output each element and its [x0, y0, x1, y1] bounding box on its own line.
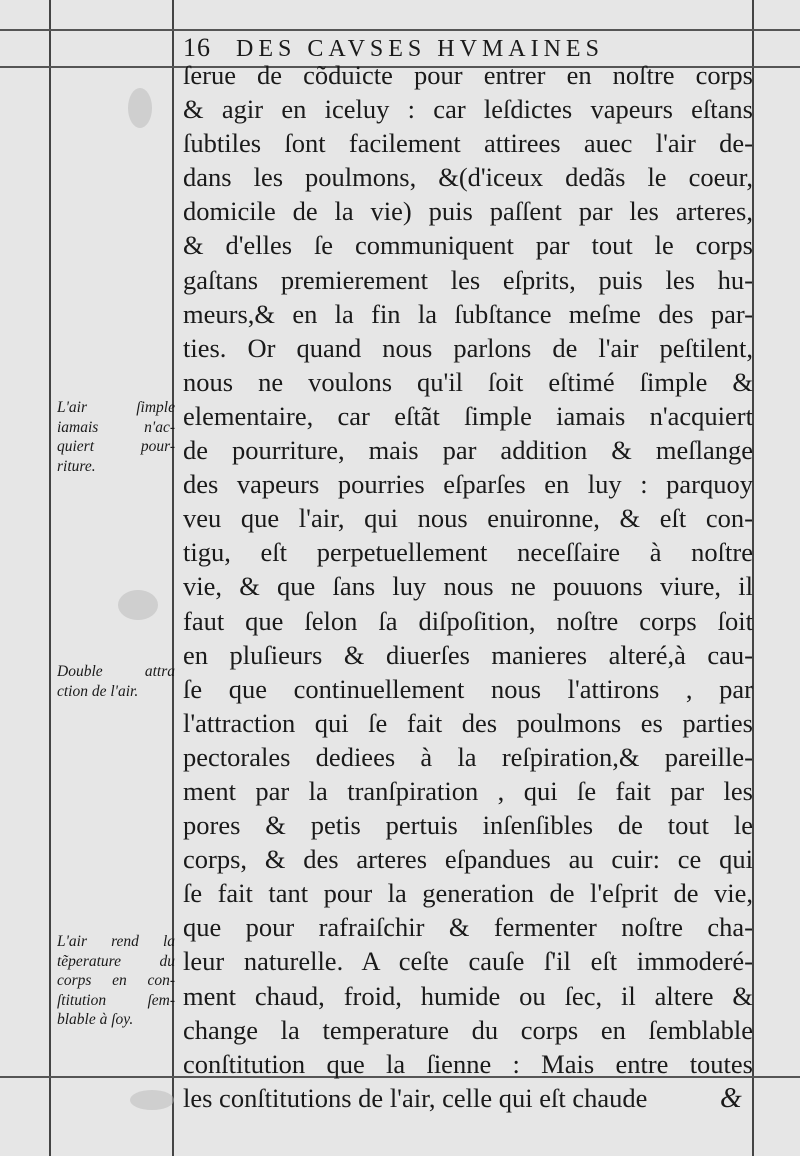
ink-smudge	[118, 590, 158, 620]
text-line: ſe que continuellement nous l'attirons , par	[183, 673, 753, 704]
margin-note-simple-air	[57, 398, 175, 476]
text-line: ſe fait tant pour la generation de l'eſprit de vie,	[183, 878, 753, 909]
text-line: nous ne voulons qu'il ſoit eſtimé ſimple &	[183, 366, 753, 397]
text-line: pores & petis pertuis inſenſibles de tout le	[183, 810, 753, 841]
text-line: & d'elles ſe communiquent par tout le corps	[183, 230, 753, 261]
margin-note-line: iamais n'ac-	[57, 418, 175, 436]
main-text-block	[183, 58, 753, 1115]
text-line: pectorales dediees à la reſpiration,& pareille-	[183, 741, 753, 772]
margin-note-line: ction de l'air.	[57, 682, 139, 700]
margin-rule-left	[49, 0, 51, 1156]
text-line: l'attraction qui ſe fait des poulmons es parties	[183, 707, 753, 738]
header-rule-top	[0, 29, 800, 31]
margin-note-line: Double attra	[57, 663, 175, 680]
text-line: ment par la tranſpiration , qui ſe fait par les	[183, 775, 753, 806]
text-line: en pluſieurs & diuerſes manieres alteré,à cau-	[183, 639, 753, 670]
margin-note-line: quiert pour-	[57, 438, 175, 455]
running-title: DES CAVSES HVMAINES	[236, 36, 604, 62]
text-line: vie, & que ſans luy nous ne pouuons viure, il	[183, 571, 753, 602]
margin-note-line: L'air rend la	[57, 933, 175, 950]
text-line: domicile de la vie) puis paſſent par les arteres,	[183, 196, 753, 227]
text-line: tigu, eſt perpetuellement neceſſaire à noſtre	[183, 537, 753, 568]
text-line: ſerue de cõduicte pour entrer en noſtre corps	[183, 60, 753, 90]
margin-note-air-temperature	[57, 932, 175, 1030]
text-line: de pourriture, mais par addition & meſlange	[183, 435, 753, 466]
text-line: ties. Or quand nous parlons de l'air peſtilent,	[183, 332, 753, 363]
text-line: ment chaud, froid, humide ou ſec, il altere &	[183, 980, 753, 1011]
text-line: veu que l'air, qui nous enuironne, & eſt con-	[183, 503, 753, 534]
text-line: change la temperature du corps en ſemblable	[183, 1014, 753, 1045]
margin-note-double-attraction	[57, 662, 175, 701]
text-line: leur naturelle. A ceſte cauſe ſ'il eſt immoderé-	[183, 946, 753, 977]
text-line: dans les poulmons, &(d'iceux dedãs le coeur,	[183, 162, 753, 193]
text-line: corps, & des arteres eſpandues au cuir: ce qui	[183, 844, 753, 875]
margin-note-line: riture.	[57, 457, 96, 475]
ink-smudge	[130, 1090, 174, 1110]
text-line: des vapeurs pourries eſparſes en luy : parquoy	[183, 469, 753, 500]
page-number: 16	[183, 33, 211, 62]
text-line: faut que ſelon ſa diſpoſition, noſtre corps ſoit	[183, 605, 753, 636]
ink-smudge	[128, 88, 152, 128]
catchword: &	[720, 1083, 742, 1114]
text-line: conſtitution que la ſienne : Mais entre toutes	[183, 1048, 753, 1079]
margin-note-line: blable à ſoy.	[57, 1011, 134, 1028]
margin-note-line: ſtitution ſem-	[57, 991, 175, 1009]
text-line: que pour rafraiſchir & fermenter noſtre cha-	[183, 912, 753, 943]
margin-note-line: tẽperature du	[57, 952, 175, 970]
text-line: gaſtans premierement les eſprits, puis les hu-	[183, 264, 753, 295]
text-line: elementaire, car eſtãt ſimple iamais n'acquiert	[183, 400, 753, 431]
margin-note-line: L'air ſimple	[57, 399, 175, 416]
text-line: & agir en iceluy : car leſdictes vapeurs eſtans	[183, 94, 753, 125]
text-line: les conſtitutions de l'air, celle qui eſt chaude	[183, 1082, 648, 1113]
text-line: meurs,& en la fin la ſubſtance meſme des par-	[183, 298, 753, 329]
margin-note-line: corps en con-	[57, 972, 175, 989]
text-line: ſubtiles ſont facilement attirees auec l'air de-	[183, 128, 753, 159]
